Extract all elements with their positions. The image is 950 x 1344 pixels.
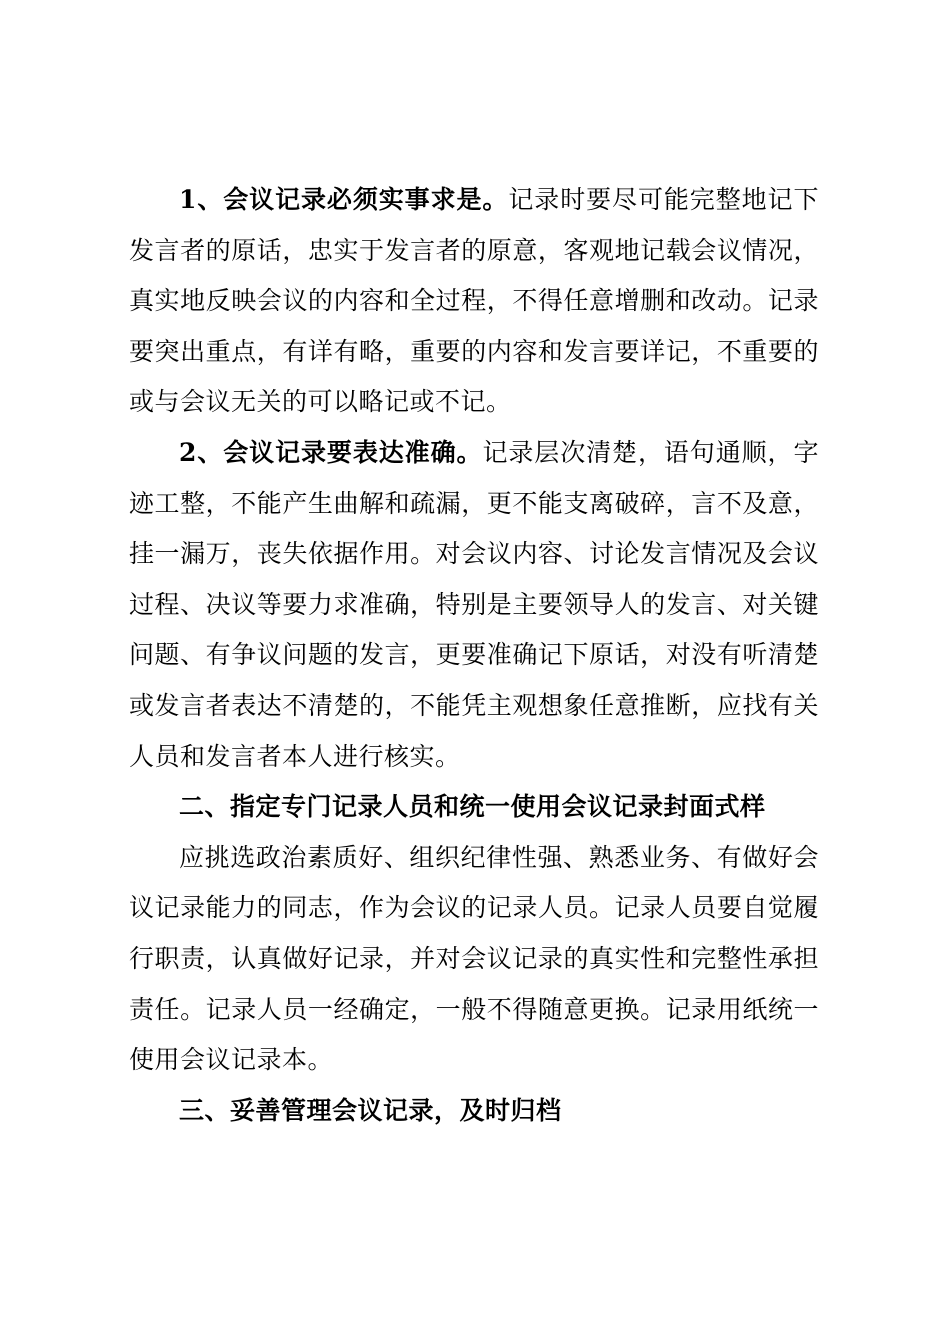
paragraph-accuracy-expression: [129, 428, 819, 782]
paragraph-lead: 2、会议记录要表达准确。: [179, 437, 483, 467]
document-body: [129, 175, 819, 1136]
paragraph-text: 记录时要尽可能完整地记下发言者的原话，忠实于发言者的原意，客观地记载会议情况，真实地反映会议的内容和全过程，不得任意增删和改动。记录要突出重点，有详有略，重要的内容和发言要详记，不重要的或与会议无关的可以略记或不记。: [129, 185, 819, 417]
section-heading-recorder: 二、指定专门记录人员和统一使用会议记录封面式样: [179, 792, 766, 822]
paragraph-accuracy-truthful: [129, 175, 819, 428]
section-heading-archive: 三、妥善管理会议记录，及时归档: [179, 1095, 562, 1125]
paragraph-text: 记录层次清楚，语句通顺，字迹工整，不能产生曲解和疏漏，更不能支离破碎，言不及意，挂一漏万，丧失依据作用。对会议内容、讨论发言情况及会议过程、决议等要力求准确，特别是主要领导人的发言、对关键问题、有争议问题的发言，更要准确记下原话，对没有听清楚或发言者表达不清楚的，不能凭主观想象任意推断，应找有关人员和发言者本人进行核实。: [129, 437, 819, 771]
paragraph-recorder: 应挑选政治素质好、组织纪律性强、熟悉业务、有做好会议记录能力的同志，作为会议的记录人员。记录人员要自觉履行职责，认真做好记录，并对会议记录的真实性和完整性承担责任。记录人员一经确定，一般不得随意更换。记录用纸统一使用会议记录本。: [129, 842, 819, 1075]
paragraph-lead: 1、会议记录必须实事求是。: [179, 185, 509, 214]
